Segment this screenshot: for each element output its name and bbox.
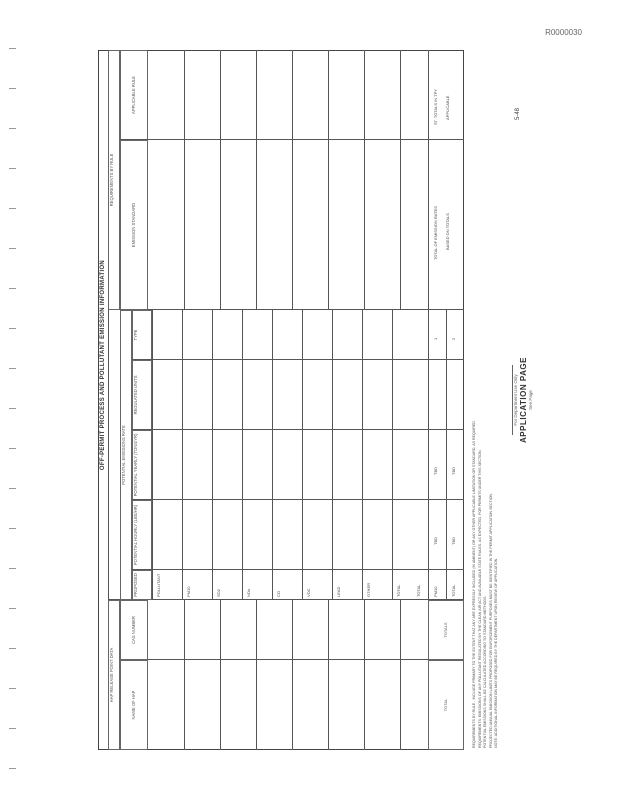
document-id: R0000030	[545, 28, 582, 37]
emission-col-3: REGULATED UNITS	[132, 360, 152, 430]
form-frame	[98, 50, 464, 750]
hap-name-header: NAME OF HAP	[120, 660, 148, 750]
totals-row1-hourly: TBD	[433, 537, 438, 545]
footnote: REQUIREMENTS: EMISSIONS OF ANY POLLUTANT REGULATED BY THE CLEAN AIR ACT AND AVAILABLE STATE RULES, AS EXPECTED, FOR PERMITS UNDER THIS SECTION.	[477, 449, 482, 748]
stamp-sub2: See Page	[527, 390, 533, 410]
page-number: 5-48	[515, 107, 521, 120]
totals-row1-type: 1	[433, 337, 438, 340]
footnote: POTENTIAL EMISSIONS SHALL BE CALCULATED ACCORDING TO STANDARD METHODS.	[483, 595, 487, 748]
emission-rate-header: POTENTIAL EMISSIONS RATE	[120, 310, 132, 600]
pollutant-row: CO	[276, 591, 281, 597]
pollutant-row: NOx	[246, 589, 251, 597]
emission-form	[90, 40, 533, 760]
pollutant-row: POLLUTANT	[156, 573, 161, 597]
hap-totals-label: TOTALS	[428, 600, 464, 660]
pollutant-row: OTHER	[366, 583, 371, 597]
hap-total-label: TOTAL	[428, 660, 464, 750]
footnotes	[472, 58, 500, 748]
totals-row1-yearly: TBD	[433, 467, 438, 475]
pollutant-row: LEAD	[336, 586, 341, 597]
emission-col-2: POTENTIAL YEARLY (TONS/YR)	[132, 430, 152, 500]
summary-right-2: APPLICABLE	[445, 95, 450, 120]
summary-right: ST. TOTALS IN TPY	[433, 89, 438, 125]
emission-col-4: TYPE	[132, 310, 152, 360]
emission-col-0: PROPOSED	[132, 570, 152, 600]
rotated-form-sheet	[90, 40, 533, 760]
totals-row2-type: 2	[451, 337, 456, 340]
binding-margin	[6, 40, 20, 800]
totals-row2-label: TOTAL	[451, 584, 456, 597]
summary-label: TOTAL OF EMISSION RATES	[433, 206, 438, 260]
summary-sub: BASED ON TOTALS	[445, 213, 450, 250]
requirements-header: REQUIREMENTS BY RULE	[108, 50, 120, 310]
emission-col-1: POTENTIAL HOURLY (LBS/HR)	[132, 500, 152, 570]
hap-cas-header: CAS NUMBER	[120, 600, 148, 660]
form-title: OFF-PERMIT PROCESS AND POLLUTANT EMISSION INFORMATION	[100, 259, 106, 471]
footnote: PROJECTED ANNUAL EMISSION LIMITS PROPOSED FOR ENFORCEMENT PURPOSES MUST BE IDENTIFIED IN THE PERMIT APPLICATION SECTION.	[488, 492, 493, 748]
totals-row2-hourly: TBD	[451, 537, 456, 545]
pollutant-row: SO2	[216, 588, 221, 597]
totals-row1-label: PM10	[433, 586, 438, 597]
stamp-heading: APPLICATION PAGE	[518, 357, 528, 443]
application-page-stamp	[510, 310, 534, 490]
pollutant-row: TOTAL	[416, 584, 421, 597]
stamp-sub1: For Department Use Only	[512, 374, 518, 426]
footnote: REQUIREMENTS BY RULE - INCLUDE PRIMARY TO THE EXTENT THAT ANY ARE EXPRESSLY INCLUDED (IN AMBIENT) OR ANY OTHER APPLICABLE LIMITATION OR STANDARD, AS REQUIRED.	[472, 420, 476, 748]
standard-col-header: EMISSION STANDARD	[120, 140, 148, 310]
rule-col-header: APPLICABLE RULE	[120, 50, 148, 140]
footnote: NOTE: ADDITIONAL INFORMATION MAY BE REQUIRED BY THE DEPARTMENT UPON REVIEW OF APPLICATION.	[494, 557, 498, 748]
pollutant-row: TOTAL	[396, 584, 401, 597]
hap-header: HAP RELEASE POINT DATA	[108, 600, 120, 750]
totals-row2-yearly: TBD	[451, 467, 456, 475]
pollutant-row: PM10	[186, 586, 191, 597]
pollutant-row: VOC	[306, 588, 311, 597]
